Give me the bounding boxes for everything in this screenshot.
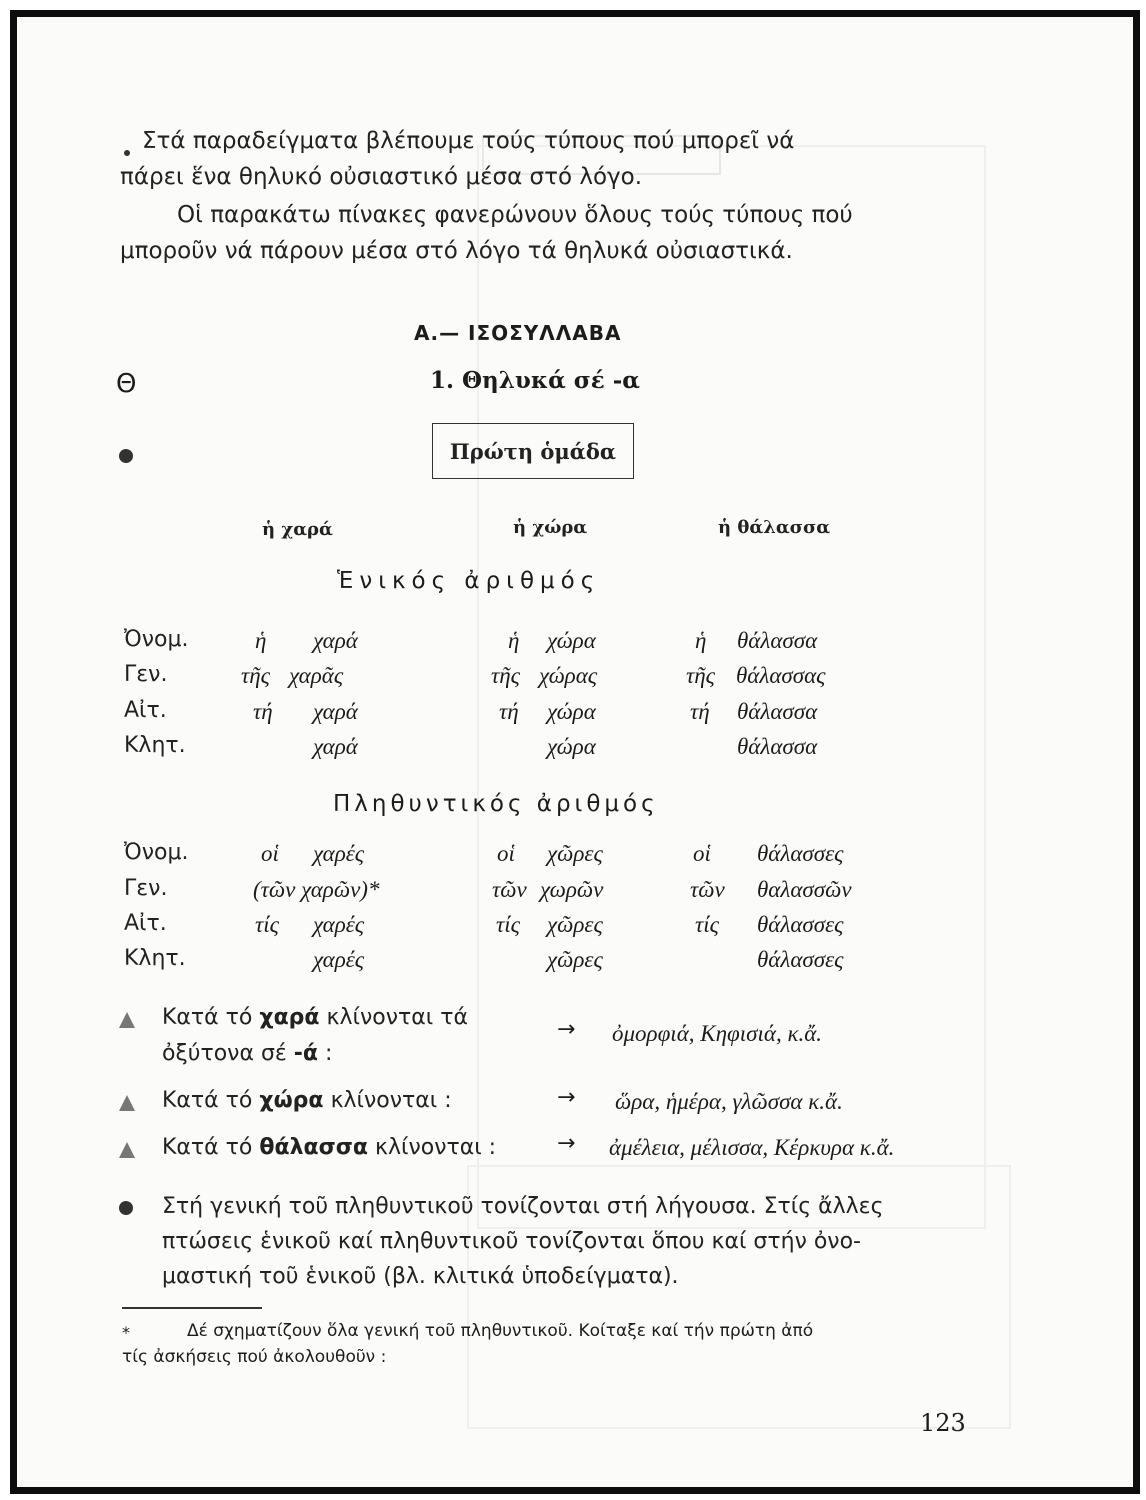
noun-form: χῶρες xyxy=(547,912,603,937)
pattern-prefix: Κατά τό xyxy=(162,1005,253,1030)
pattern-prefix: Κατά τό xyxy=(162,1088,253,1113)
intro-line-1: Στά παραδείγματα βλέπουμε τούς τύπους πού μπορεῖ νά xyxy=(142,128,795,154)
noun-form: θάλασσα xyxy=(737,628,818,653)
book-page xyxy=(10,10,1140,1494)
article: τίς xyxy=(496,912,520,937)
noun-form: θάλασσες xyxy=(757,841,844,866)
article: οἱ xyxy=(497,841,515,866)
noun-form: χαρά xyxy=(313,699,358,724)
intro-line-4: μποροῦν νά πάρουν μέσα στό λόγο τά θηλυκά οὐσιαστικά. xyxy=(120,238,793,264)
group-box: Πρώτη ὁμάδα xyxy=(432,423,634,479)
case-label: Αἰτ. xyxy=(124,698,167,723)
article: τῆς xyxy=(241,663,270,688)
article: οἱ xyxy=(261,841,279,866)
arrow-icon: → xyxy=(557,1131,576,1156)
section-heading: Α.— ΙΣΟΣΥΛΛΑΒΑ xyxy=(414,321,622,345)
noun-form: χώρα xyxy=(547,628,596,653)
pattern-suffix: κλίνονται : xyxy=(330,1088,452,1113)
pattern-key-word: χαρά xyxy=(259,1005,320,1030)
pattern-suffix: κλίνονται : xyxy=(375,1135,497,1160)
article: τή xyxy=(690,699,710,724)
noun-form: χαρᾶς xyxy=(289,663,344,688)
intro-line-2: πάρει ἕνα θηλυκό οὐσιαστικό μέσα στό λόγο. xyxy=(120,164,643,190)
noun-form: χώρας xyxy=(539,663,598,688)
footnote-line-1: Δέ σχηματίζουν ὅλα γενική τοῦ πληθυντικοῦ. Κοίταξε καί τήν πρώτη ἀπό xyxy=(187,1321,814,1341)
page-number: 123 xyxy=(920,1409,966,1437)
triangle-bullet-icon xyxy=(119,1012,135,1028)
pattern-prefix: Κατά τό xyxy=(162,1135,253,1160)
article: τῆς xyxy=(491,663,520,688)
pattern-text xyxy=(162,1088,452,1113)
pattern-key-word: θάλασσα xyxy=(259,1135,369,1160)
pattern-suffix: κλίνονται τά xyxy=(326,1005,468,1030)
noun-form: χαρές xyxy=(313,912,365,937)
article: τίς xyxy=(255,912,279,937)
note-line-3: μαστική τοῦ ἑνικοῦ (βλ. κλιτικά ὑποδείγματα). xyxy=(162,1264,679,1289)
theta-marker-icon: Θ xyxy=(116,369,137,399)
article: τῶν xyxy=(492,877,527,902)
intro-line-3: Οἱ παρακάτω πίνακες φανερώνουν ὅλους τούς τύπους πού xyxy=(177,202,853,228)
noun-form-with-footnote: (τῶν χαρῶν)* xyxy=(253,877,380,902)
plural-title: Πληθυντικός ἀριθμός xyxy=(333,791,659,817)
article: ἡ xyxy=(508,628,520,653)
noun-form: χώρα xyxy=(547,699,596,724)
note-line-2: πτώσεις ἑνικοῦ καί πληθυντικοῦ τονίζονται ὅπου καί στήν ὀνο- xyxy=(162,1229,861,1254)
article: οἱ xyxy=(693,841,711,866)
bullet-dot xyxy=(119,449,133,463)
article: τῆς xyxy=(686,663,715,688)
footnote-line-2: τίς ἀσκήσεις πού ἀκολουθοῦν : xyxy=(122,1347,387,1367)
noun-form: χωρῶν xyxy=(540,877,604,902)
noun-form: χῶρες xyxy=(547,947,603,972)
article: ἡ xyxy=(695,628,707,653)
pattern-key-word: -ά xyxy=(293,1041,319,1066)
article: τῶν xyxy=(690,877,725,902)
noun-form: θάλασσα xyxy=(737,734,818,759)
pattern-examples: ὥρα, ἡμέρα, γλῶσσα κ.ἄ. xyxy=(615,1089,843,1114)
triangle-bullet-icon xyxy=(119,1095,135,1111)
pattern-text xyxy=(162,1005,468,1030)
noun-form: θάλασσας xyxy=(736,663,826,688)
noun-form: θάλασσα xyxy=(737,699,818,724)
article: τίς xyxy=(695,912,719,937)
pattern-prefix: ὀξύτονα σέ xyxy=(162,1041,287,1066)
column-header-3: ἡ θάλασσα xyxy=(718,517,831,538)
article: τή xyxy=(499,699,519,724)
noun-form: θάλασσες xyxy=(757,912,844,937)
case-label: Γεν. xyxy=(124,662,168,687)
case-label: Κλητ. xyxy=(124,733,186,758)
noun-form: χῶρες xyxy=(547,841,603,866)
noun-form: χαρά xyxy=(313,734,358,759)
noun-form: χαρές xyxy=(313,841,365,866)
pattern-text-line-2 xyxy=(162,1041,332,1066)
footnote-rule xyxy=(122,1307,262,1309)
pattern-key-word: χώρα xyxy=(259,1088,324,1113)
noun-form: θαλασσῶν xyxy=(757,877,852,902)
case-label: Ὀνομ. xyxy=(124,627,189,652)
bullet-dot xyxy=(124,150,130,156)
footnote-marker: * xyxy=(122,1323,130,1342)
note-line-1: Στή γενική τοῦ πληθυντικοῦ τονίζονται στή λήγουσα. Στίς ἄλλες xyxy=(162,1194,884,1219)
pattern-suffix: : xyxy=(325,1041,333,1066)
arrow-icon: → xyxy=(557,1017,576,1042)
subheading: 1. Θηλυκά σέ -α xyxy=(430,367,640,394)
singular-title: Ἑνικός ἀριθμός xyxy=(337,568,601,594)
noun-form: χαρά xyxy=(313,628,358,653)
case-label: Κλητ. xyxy=(124,946,186,971)
arrow-icon: → xyxy=(557,1085,576,1110)
pattern-examples: ὀμορφιά, Κηφισιά, κ.ἄ. xyxy=(612,1021,823,1046)
pattern-examples: ἀμέλεια, μέλισσα, Κέρκυρα κ.ἄ. xyxy=(609,1135,895,1160)
case-label: Ὀνομ. xyxy=(124,840,189,865)
noun-form: χώρα xyxy=(547,734,596,759)
pattern-text xyxy=(162,1135,496,1160)
column-header-2: ἡ χώρα xyxy=(513,517,588,538)
case-label: Αἰτ. xyxy=(124,911,167,936)
column-header-1: ἡ χαρά xyxy=(262,519,333,540)
article: τή xyxy=(253,699,273,724)
case-label: Γεν. xyxy=(124,876,168,901)
triangle-bullet-icon xyxy=(119,1142,135,1158)
noun-form: θάλασσες xyxy=(757,947,844,972)
noun-form: χαρές xyxy=(313,947,365,972)
bullet-dot xyxy=(119,1201,133,1215)
article: ἡ xyxy=(255,628,267,653)
